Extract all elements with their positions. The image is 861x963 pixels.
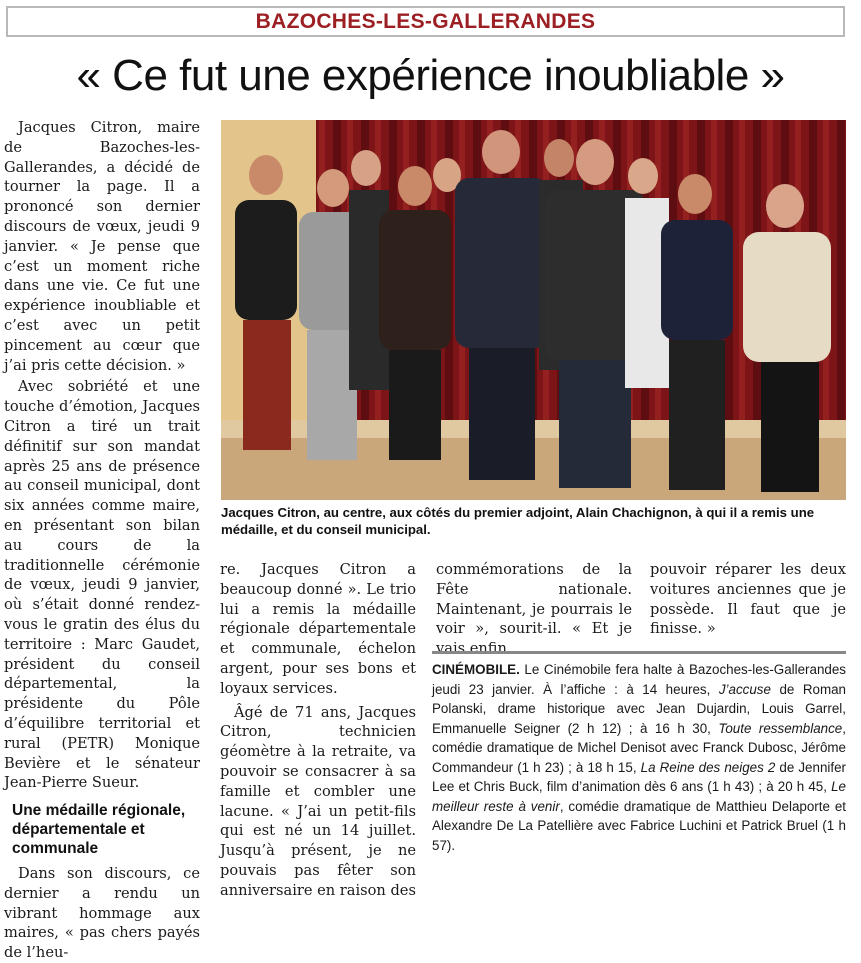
film-title: Le meilleur reste à venir	[432, 779, 846, 814]
brief-text: de Jennifer Lee et Chris Buck, film d’animation dès 6 ans (1 h 43) ; à 20 h 45,	[432, 759, 846, 794]
section-kicker	[6, 6, 845, 37]
film-title: Toute ressemblance	[718, 720, 843, 736]
article-column-4	[650, 560, 846, 639]
paragraph: Jacques Citron, maire de Bazoches-les-Gallerandes, a décidé de tourner la page. Il a prononcé son dernier discours de vœux, jeudi 9 janvier. « Je pense que c’est un moment riche dans une vie. Ce fut une expérience inoubliable et c’est avec un petit pincement au cœur que j’ai pris cette décision. »	[4, 119, 200, 374]
brief-text: Le Cinémobile fera halte à Bazoches-les-Gallerandes jeudi 23 janvier. À l’affiche : à 14 heures,	[432, 662, 846, 697]
paragraph: Dans son discours, ce dernier a rendu un vibrant hommage aux maires, « pas chers payés de l’heu-	[4, 865, 200, 962]
paragraph: Âgé de 71 ans, Jacques Citron, technicien géomètre à la retraite, va pouvoir se consacrer à sa famille et combler une lacune. « J’ai un petit-fils qui est né un 14 juillet. Jusqu’à présent, je ne pouvais pas fêter son anniversaire en raison des	[220, 703, 416, 899]
article-subhead: Une médaille régionale, départementale et communale	[12, 802, 186, 858]
paragraph: re. Jacques Citron a beaucoup donné ». Le trio lui a remis la médaille régionale départementale et communale, échelon argent, pour ses bons et loyaux services.	[220, 561, 416, 697]
film-title: J’accuse	[718, 681, 771, 697]
photo-caption: Jacques Citron, au centre, aux côtés du premier adjoint, Alain Chachignon, à qui il a remis une médaille, et du conseil municipal.	[221, 505, 815, 537]
brief-text: de Roman Polanski, drame historique avec Jean Dujardin, Louis Garrel, Emmanuelle Seigner (2 h 12) ; à 16 h 30,	[432, 681, 846, 736]
cinemobile-label: CINÉMOBILE.	[432, 662, 520, 677]
brief-text: , comédie dramatique de Michel Denisot avec Franck Dubosc, Jérôme Commandeur (1 h 23) ; à 18 h 15,	[432, 720, 846, 775]
article-column-3	[436, 560, 632, 659]
group-photo	[221, 120, 846, 500]
article-column-2	[220, 560, 416, 901]
paragraph: Avec sobriété et une touche d’émotion, Jacques Citron a tiré un trait définitif sur son mandat après 25 ans de présence au conseil municipal, dont six années comme maire, en présentant son bilan au cours de la traditionnelle cérémonie de vœux, jeudi 9 janvier, où s’était donné rendez-vous le gratin des élus du territoire : Marc Gaudet, président du conseil départemental, la présidente du Pôle d’équilibre territorial et rural (PETR) Monique Bevière et le sénateur Jean-Pierre Sueur.	[4, 378, 200, 792]
paragraph: commémorations de la Fête nationale. Maintenant, je pourrais le voir », sourit-il. « Et je vais enfin	[436, 561, 632, 658]
film-title: La Reine des neiges 2	[640, 759, 776, 775]
paragraph: pouvoir réparer les deux voitures anciennes que je possède. Il faut que je finisse. »	[650, 561, 846, 638]
kicker-text: BAZOCHES-LES-GALLERANDES	[255, 9, 596, 33]
cinemobile-brief	[432, 651, 846, 855]
article-column-1	[4, 118, 200, 963]
article-headline: « Ce fut une expérience inoubliable »	[76, 51, 785, 100]
brief-text: , comédie dramatique de Matthieu Delaporte et Alexandre De La Patellière avec Fabrice Luchini et Patrick Bruel (1 h 57).	[432, 798, 846, 853]
